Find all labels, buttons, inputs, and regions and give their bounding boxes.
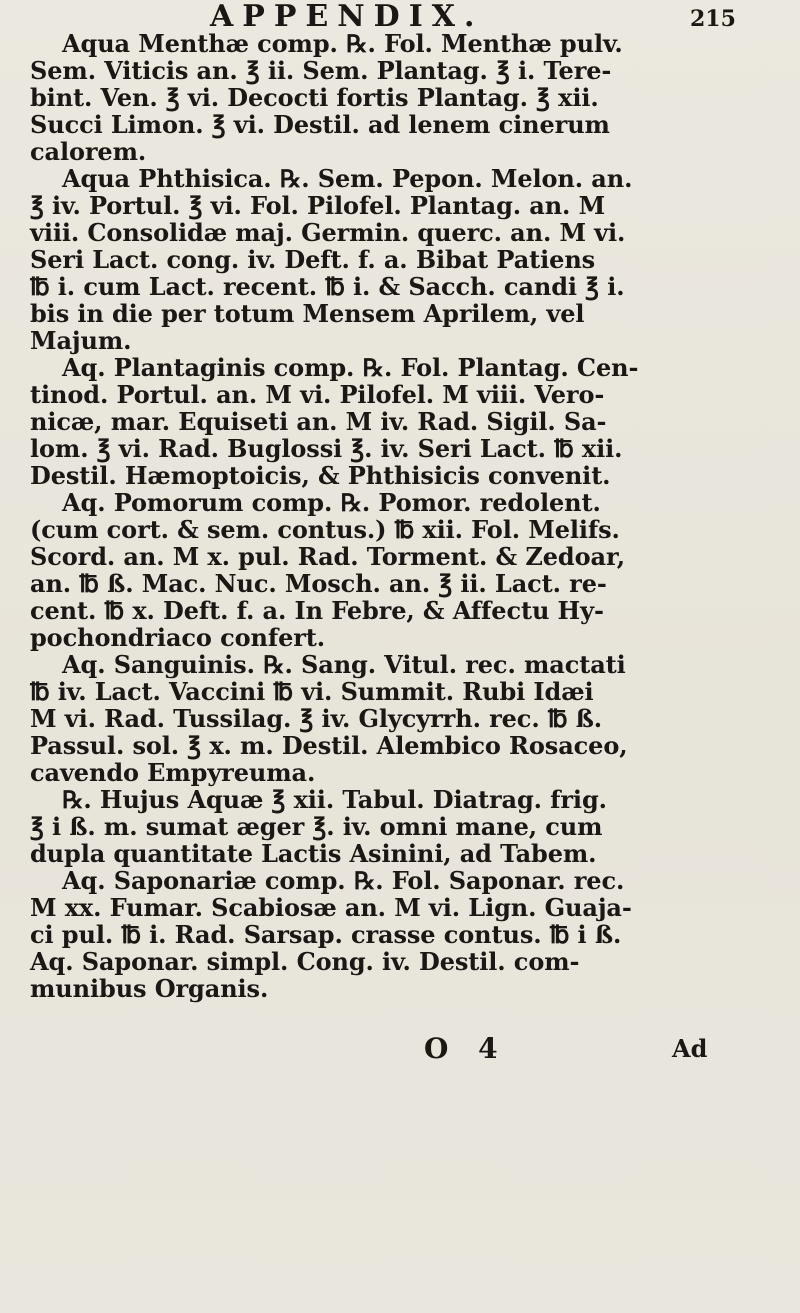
text-line: Aq. Plantaginis comp. ℞. Fol. Plantag. Cen-	[62, 353, 639, 382]
text-line: ci pul. ℔ i. Rad. Sarsap. crasse contus. ℔ i ß.	[30, 920, 622, 949]
text-line: Aq. Saponariæ comp. ℞. Fol. Saponar. rec.	[62, 866, 625, 895]
text-line: munibus Organis.	[30, 974, 269, 1003]
text-line: Succi Limon. ℥ vi. Destil. ad lenem cinerum	[30, 110, 610, 139]
text-line: Passul. sol. ℥ x. m. Destil. Alembico Rosaceo,	[30, 731, 628, 760]
text-line: ℞. Hujus Aquæ ℥ xii. Tabul. Diatrag. frig.	[62, 785, 607, 814]
text-line: bis in die per totum Mensem Aprilem, vel	[30, 299, 585, 328]
text-line: Aq. Sanguinis. ℞. Sang. Vitul. rec. mactati	[62, 650, 626, 679]
page-footer	[0, 1032, 800, 1072]
text-line: nicæ, mar. Equiseti an. M iv. Rad. Sigil. Sa-	[30, 407, 607, 436]
text-line: calorem.	[30, 137, 147, 166]
text-line: cent. ℔ x. Deft. f. a. In Febre, & Affectu Hy-	[30, 596, 604, 625]
page-number: 215	[690, 6, 736, 32]
text-line: Scord. an. M x. pul. Rad. Torment. & Zedoar,	[30, 542, 626, 571]
body-text	[30, 30, 760, 1002]
text-line: an. ℔ ß. Mac. Nuc. Mosch. an. ℥ ii. Lact. re-	[30, 569, 607, 598]
text-line: lom. ℥ vi. Rad. Buglossi ℥. iv. Seri Lact. ℔ xii.	[30, 434, 623, 463]
text-line: M xx. Fumar. Scabiosæ an. M vi. Lign. Guaja-	[30, 893, 632, 922]
text-line: M vi. Rad. Tussilag. ℥ iv. Glycyrrh. rec. ℔ ß.	[30, 704, 602, 733]
text-line: Seri Lact. cong. iv. Deft. f. a. Bibat Patiens	[30, 245, 596, 274]
text-line: Aq. Pomorum comp. ℞. Pomor. redolent.	[62, 488, 601, 517]
text-line: Sem. Viticis an. ℥ ii. Sem. Plantag. ℥ i. Tere-	[30, 56, 612, 85]
text-line: Majum.	[30, 326, 132, 355]
text-line: (cum cort. & sem. contus.) ℔ xii. Fol. Melifs.	[30, 515, 620, 544]
running-title: APPENDIX.	[210, 0, 484, 34]
text-line: Aqua Menthæ comp. ℞. Fol. Menthæ pulv.	[62, 29, 623, 58]
text-line: ℔ i. cum Lact. recent. ℔ i. & Sacch. candi ℥ i.	[30, 272, 625, 301]
text-line: bint. Ven. ℥ vi. Decocti fortis Plantag. ℥ xii.	[30, 83, 599, 112]
text-line: Aqua Phthisica. ℞. Sem. Pepon. Melon. an.	[62, 164, 633, 193]
text-line: ℔ iv. Lact. Vaccini ℔ vi. Summit. Rubi Idæi	[30, 677, 594, 706]
catchword: Ad	[672, 1034, 708, 1063]
text-line: dupla quantitate Lactis Asinini, ad Tabem.	[30, 839, 597, 868]
text-line: ℥ iv. Portul. ℥ vi. Fol. Pilofel. Plantag. an. M	[30, 191, 606, 220]
text-line: Destil. Hæmoptoicis, & Phthisicis convenit.	[30, 461, 611, 490]
signature-mark: O 4	[424, 1032, 508, 1065]
text-line: viii. Consolidæ maj. Germin. querc. an. M vi.	[30, 218, 626, 247]
text-line: ℥ i ß. m. sumat æger ℥. iv. omni mane, cum	[30, 812, 603, 841]
text-line: pochondriaco confert.	[30, 623, 326, 652]
text-line: tinod. Portul. an. M vi. Pilofel. M viii. Vero-	[30, 380, 605, 409]
text-line: Aq. Saponar. simpl. Cong. iv. Destil. com-	[30, 947, 580, 976]
text-line: cavendo Empyreuma.	[30, 758, 316, 787]
